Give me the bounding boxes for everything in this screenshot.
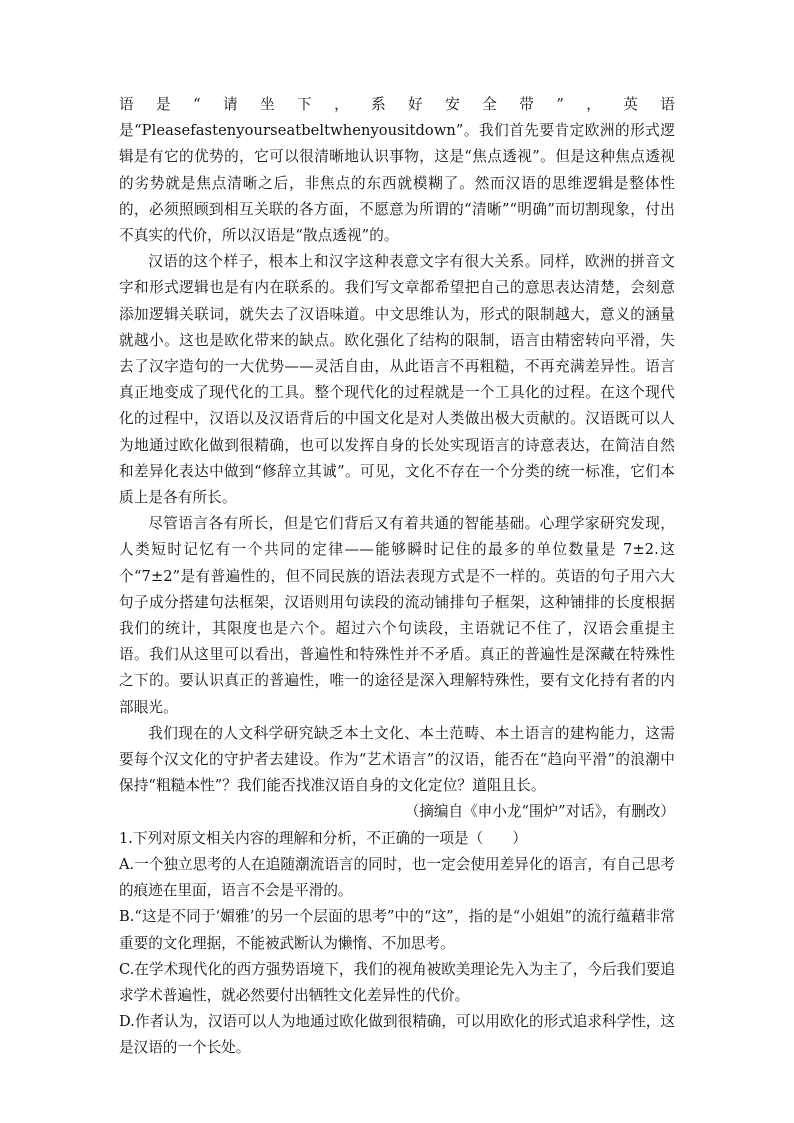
option-d: D.作者认为，汉语可以人为地通过欧化做到很精确，可以用欧化的形式追求科学性，这是汉语的一个长处。 xyxy=(119,1013,675,1057)
source-citation: （摘编自《申小龙“围炉”对话》，有删改） xyxy=(404,803,675,821)
question-block xyxy=(119,826,675,1062)
paragraph-4: 我们现在的人文科学研究缺乏本土文化、本土范畴、本土语言的建构能力，这需要每个汉文化的守护者去建设。作为“艺术语言”的汉语，能否在“趋向平滑”的浪潮中保持“粗糙本性”？我们能否找准汉语自身的文化定位？道阻且长。 xyxy=(119,724,675,795)
option-a: A.一个独立思考的人在追随潮流语言的同时，也一定会使用差异化的语言，有自己思考的痕迹在里面，语言不会是平滑的。 xyxy=(119,855,675,900)
document-page xyxy=(119,92,675,1062)
paragraph-2: 汉语的这个样子，根本上和汉字这种表意文字有很大关系。同样，欧洲的拼音文字和形式逻辑也是有内在联系的。我们写文章都希望把自己的意思表达清楚，会刻意添加逻辑关联词，就失去了汉语味道。中文思维认为，形式的限制越大，意义的涵量就越小。这也是欧化带来的缺点。欧化强化了结构的限制，语言由精密转向平滑，失去了汉字造句的一大优势——灵活自由，从此语言不再粗糙，不再充满差异性。语言真正地变成了现代化的工具。整个现代化的过程就是一个工具化的过程。在这个现代化的过程中，汉语以及汉语背后的中国文化是对人类做出极大贡献的。汉语既可以人为地通过欧化做到很精确，也可以发挥自身的长处实现语言的诗意表达，在简洁自然和差异化表达中做到“修辞立其诚”。可见，文化不存在一个分类的统一标准，它们本质上是各有所长。 xyxy=(119,253,675,507)
paragraph-1: 语是“请坐下，系好安全带”，英语是“Pleasefastenyourseatbeltwhenyousitdown”。我们首先要肯定欧洲的形式逻辑是有它的优势的，它可以很清晰地认识事物，这是“焦点透视”。但是这种焦点透视的劣势就是焦点清晰之后，非焦点的东西就模糊了。然而汉语的思维逻辑是整体性的，必须照顾到相互关联的各方面，不愿意为所谓的“清晰”“明确”而切割现象，付出不真实的代价，所以汉语是“散点透视”的。 xyxy=(119,96,675,245)
option-b: B.“这是不同于‘媚雅’的另一个层面的思考”中的“这”，指的是“小姐姐”的流行蕴藉非常重要的文化理据，不能被武断认为懒惰、不加思考。 xyxy=(119,908,675,952)
question-stem: 1.下列对原文相关内容的理解和分析，不正确的一项是（ ） xyxy=(119,829,527,847)
paragraph-3: 尽管语言各有所长，但是它们背后又有着共通的智能基础。心理学家研究发现，人类短时记忆有一个共同的定律——能够瞬时记住的最多的单位数量是 7±2.这个“7±2”是有普遍性的，但不同民族的语法表现方式是不一样的。英语的句子用六大句子成分搭建句法框架，汉语则用句读段的流动铺排句子框架，这种铺排的长度根据我们的统计，其限度也是六个。超过六个句读段，主语就记不住了，汉语会重提主语。我们从这里可以看出，普遍性和特殊性并不矛盾。真正的普遍性是深藏在特殊性之下的。要认识真正的普遍性，唯一的途径是深入理解特殊性，要有文化持有者的内部眼光。 xyxy=(119,515,675,716)
option-c: C.在学术现代化的西方强势语境下，我们的视角被欧美理论先入为主了，今后我们要追求学术普遍性，就必然要付出牺牲文化差异性的代价。 xyxy=(119,960,675,1004)
